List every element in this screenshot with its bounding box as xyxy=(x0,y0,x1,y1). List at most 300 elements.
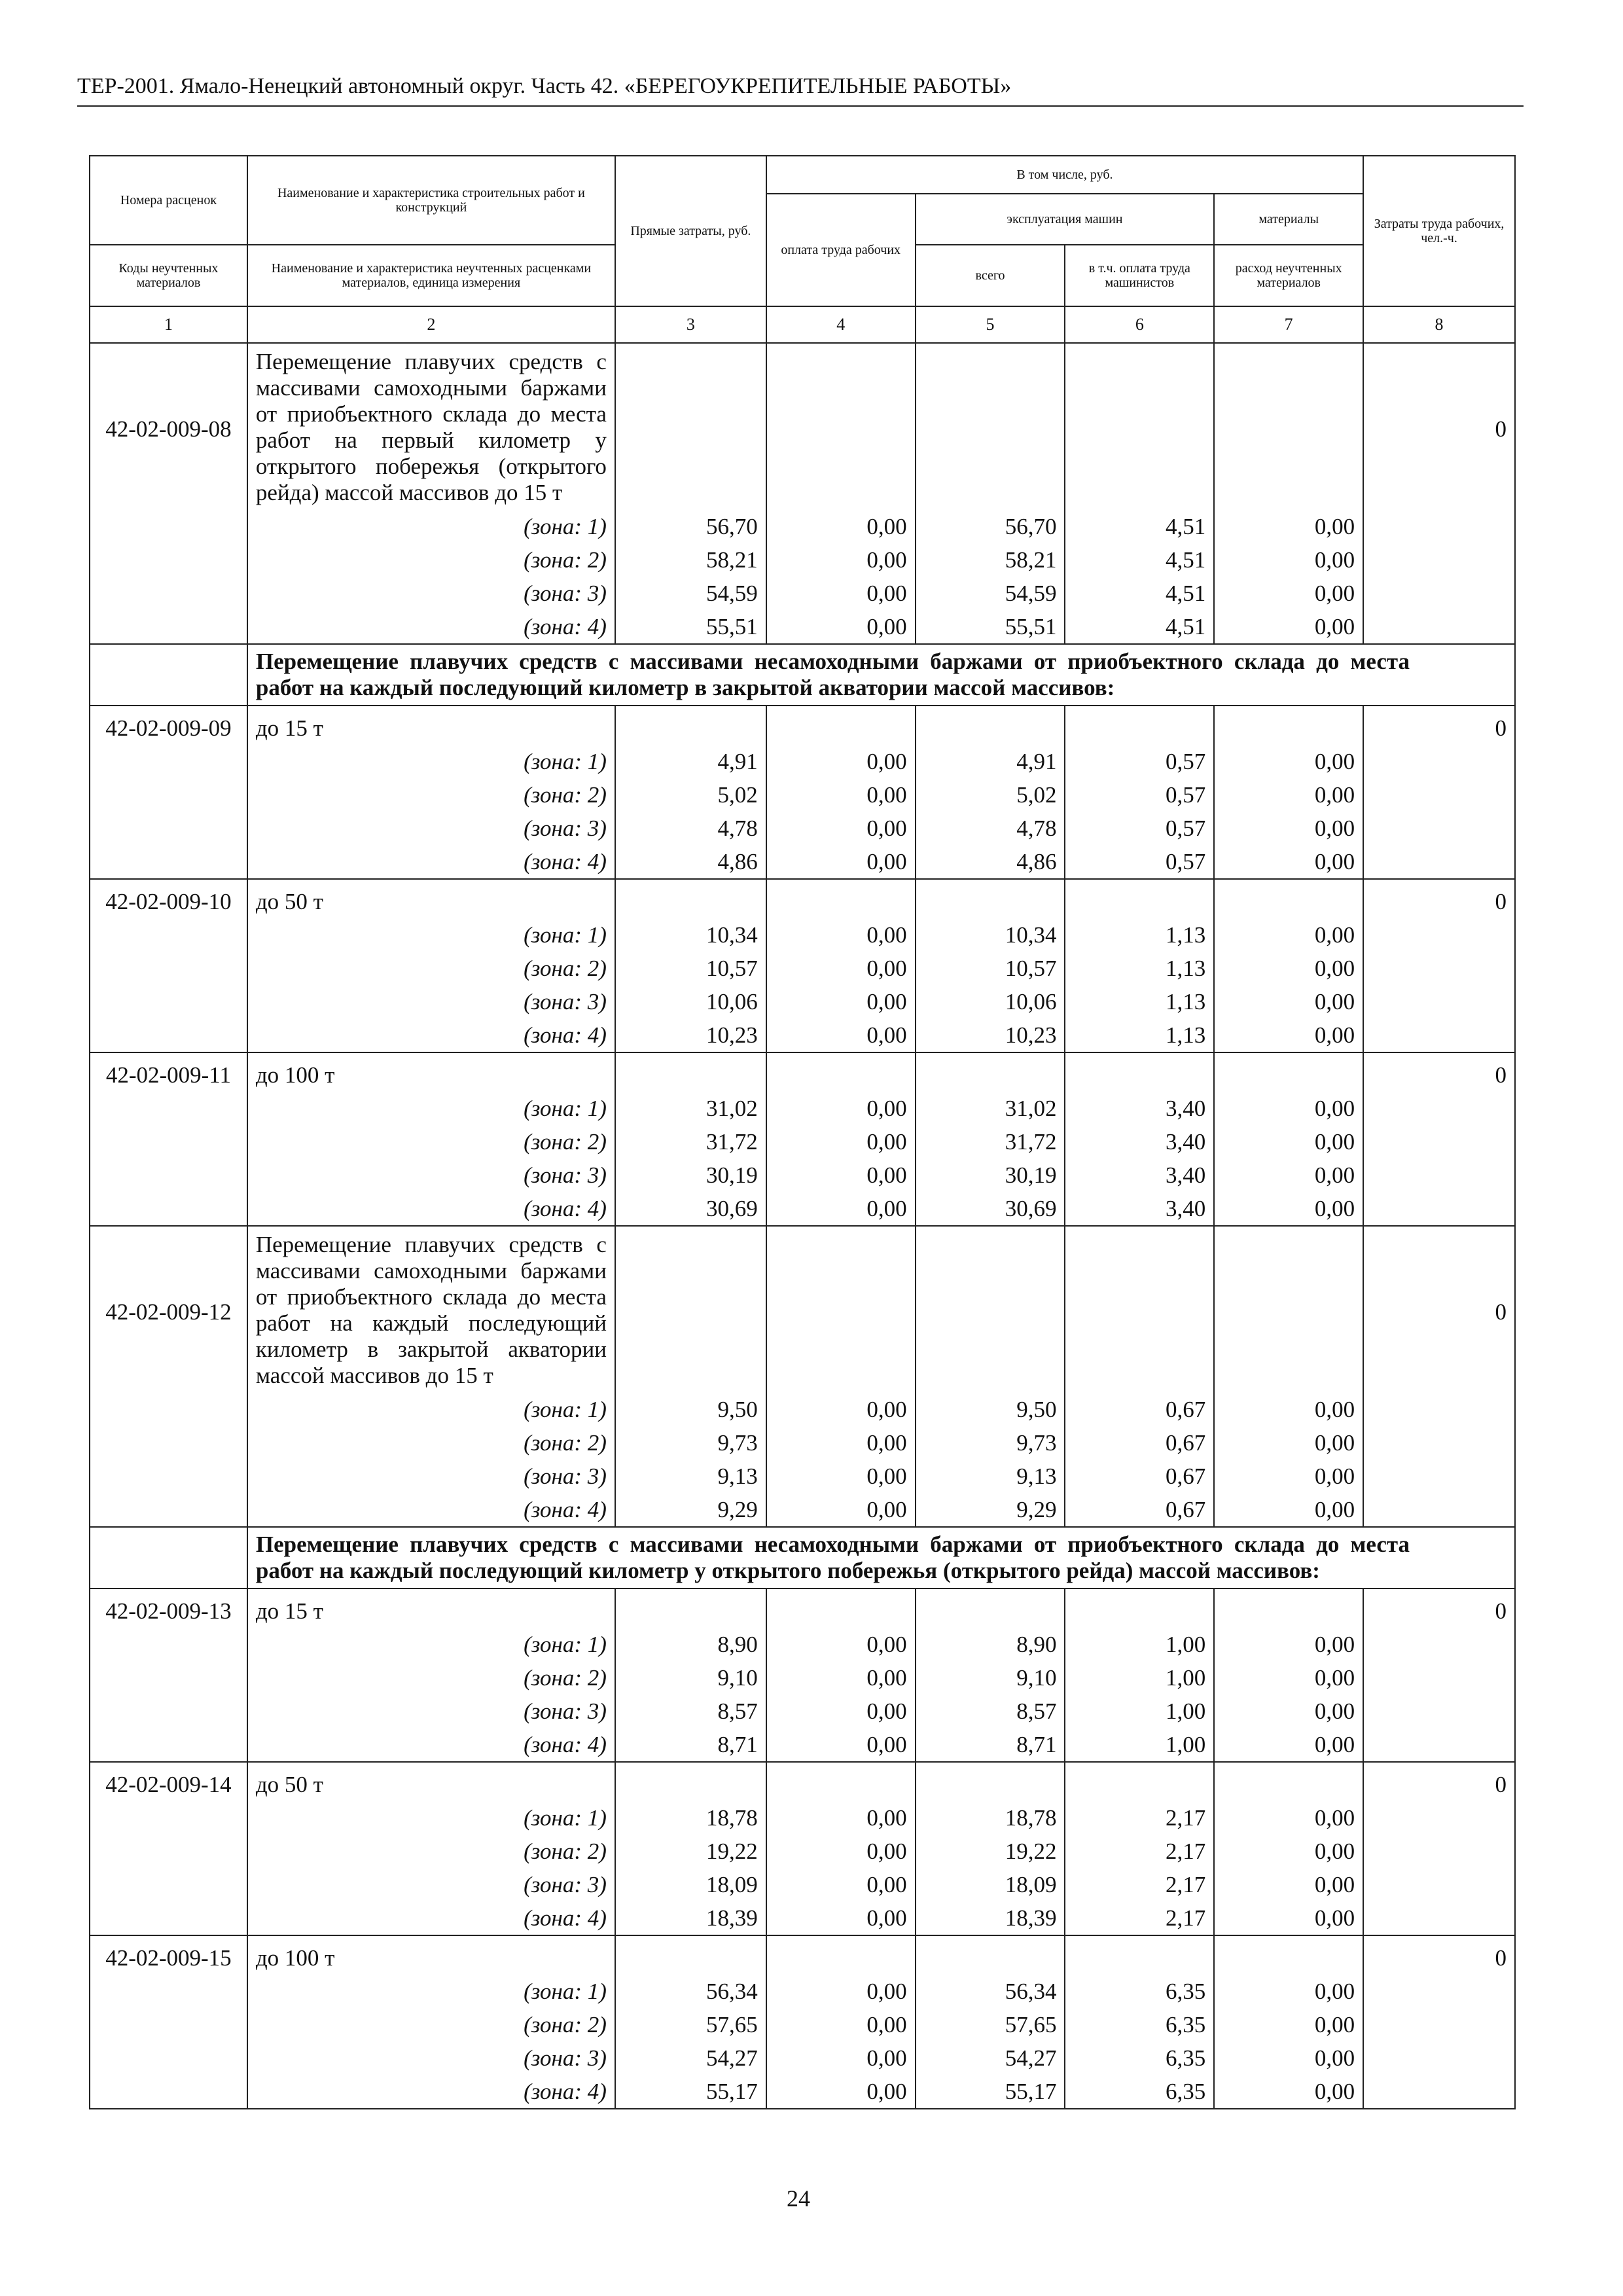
worker-pay-value: 0,00 xyxy=(766,1728,916,1762)
empty-cell xyxy=(766,1762,916,1801)
labor-cost: 0 xyxy=(1363,879,1515,918)
worker-pay-value: 0,00 xyxy=(766,1835,916,1868)
operator-pay-value: 2,17 xyxy=(1065,1901,1214,1935)
materials-value: 0,00 xyxy=(1214,1801,1363,1835)
zone-code-cell xyxy=(90,812,247,845)
zone-code-cell xyxy=(90,510,247,543)
zone-label: (зона: 2) xyxy=(247,1426,615,1460)
zone-label: (зона: 2) xyxy=(247,1661,615,1695)
operator-pay-value: 4,51 xyxy=(1065,577,1214,610)
materials-value: 0,00 xyxy=(1214,1695,1363,1728)
operator-pay-value: 0,67 xyxy=(1065,1426,1214,1460)
zone-label: (зона: 4) xyxy=(247,610,615,644)
rate-row xyxy=(90,706,1515,745)
empty-cell xyxy=(615,1935,766,1975)
worker-pay-value: 0,00 xyxy=(766,543,916,577)
labor-cell xyxy=(1363,952,1515,985)
worker-pay-value: 0,00 xyxy=(766,2075,916,2109)
zone-label: (зона: 1) xyxy=(247,1393,615,1426)
worker-pay-value: 0,00 xyxy=(766,577,916,610)
zone-code-cell xyxy=(90,2075,247,2109)
empty-cell xyxy=(1214,1588,1363,1628)
page-header-title: ТЕР-2001. Ямало-Ненецкий автономный округ. Часть 42. «БЕРЕГОУКРЕПИТЕЛЬНЫЕ РАБОТЫ» xyxy=(77,74,1012,98)
empty-cell xyxy=(916,1588,1065,1628)
machines-total-value: 58,21 xyxy=(916,543,1065,577)
machines-total-value: 19,22 xyxy=(916,1835,1065,1868)
labor-cost: 0 xyxy=(1363,1588,1515,1628)
worker-pay-value: 0,00 xyxy=(766,1695,916,1728)
zone-row xyxy=(90,952,1515,985)
machines-total-value: 10,57 xyxy=(916,952,1065,985)
machines-total-value: 9,13 xyxy=(916,1460,1065,1493)
direct-cost-value: 56,70 xyxy=(615,510,766,543)
direct-cost-value: 4,91 xyxy=(615,745,766,778)
labor-cell xyxy=(1363,1125,1515,1158)
empty-cell xyxy=(1214,1762,1363,1801)
machines-total-value: 30,69 xyxy=(916,1192,1065,1226)
direct-cost-value: 30,19 xyxy=(615,1158,766,1192)
operator-pay-value: 0,67 xyxy=(1065,1393,1214,1426)
worker-pay-value: 0,00 xyxy=(766,1192,916,1226)
zone-label: (зона: 2) xyxy=(247,2008,615,2041)
empty-cell xyxy=(1214,1052,1363,1092)
zone-row xyxy=(90,985,1515,1018)
machines-total-value: 57,65 xyxy=(916,2008,1065,2041)
materials-value: 0,00 xyxy=(1214,845,1363,879)
materials-value: 0,00 xyxy=(1214,1661,1363,1695)
zone-row xyxy=(90,1628,1515,1661)
empty-cell xyxy=(916,1935,1065,1975)
zone-code-cell xyxy=(90,952,247,985)
labor-cell xyxy=(1363,1018,1515,1052)
header-machine-operation: эксплуатация машин xyxy=(916,194,1215,245)
machines-total-value: 18,78 xyxy=(916,1801,1065,1835)
labor-cell xyxy=(1363,2041,1515,2075)
zone-code-cell xyxy=(90,1728,247,1762)
operator-pay-value: 6,35 xyxy=(1065,1975,1214,2008)
labor-cell xyxy=(1363,1426,1515,1460)
machines-total-value: 54,27 xyxy=(916,2041,1065,2075)
zone-row xyxy=(90,1158,1515,1192)
worker-pay-value: 0,00 xyxy=(766,2041,916,2075)
zone-label: (зона: 2) xyxy=(247,778,615,812)
direct-cost-value: 19,22 xyxy=(615,1835,766,1868)
zone-row xyxy=(90,2075,1515,2109)
direct-cost-value: 4,86 xyxy=(615,845,766,879)
zone-label: (зона: 2) xyxy=(247,1125,615,1158)
empty-cell xyxy=(1065,706,1214,745)
header-machines-total: всего xyxy=(916,245,1065,306)
group-code-cell xyxy=(90,1527,247,1588)
operator-pay-value: 1,13 xyxy=(1065,918,1214,952)
header-labor-costs: Затраты труда рабочих, чел.-ч. xyxy=(1363,156,1515,306)
zone-label: (зона: 2) xyxy=(247,952,615,985)
zone-label: (зона: 3) xyxy=(247,1158,615,1192)
direct-cost-value: 10,06 xyxy=(615,985,766,1018)
zone-label: (зона: 3) xyxy=(247,1695,615,1728)
column-number: 3 xyxy=(615,306,766,343)
direct-cost-value: 5,02 xyxy=(615,778,766,812)
header-rule xyxy=(77,105,1524,107)
operator-pay-value: 6,35 xyxy=(1065,2008,1214,2041)
zone-code-cell xyxy=(90,1426,247,1460)
labor-cell xyxy=(1363,1868,1515,1901)
operator-pay-value: 1,13 xyxy=(1065,952,1214,985)
empty-cell xyxy=(615,879,766,918)
rate-row xyxy=(90,879,1515,918)
direct-cost-value: 10,34 xyxy=(615,918,766,952)
zone-label: (зона: 3) xyxy=(247,812,615,845)
zone-code-cell xyxy=(90,1125,247,1158)
column-number: 7 xyxy=(1214,306,1363,343)
empty-cell xyxy=(1065,1588,1214,1628)
materials-value: 0,00 xyxy=(1214,1125,1363,1158)
rate-row xyxy=(90,1762,1515,1801)
machines-total-value: 9,50 xyxy=(916,1393,1065,1426)
worker-pay-value: 0,00 xyxy=(766,952,916,985)
direct-cost-value: 8,90 xyxy=(615,1628,766,1661)
machines-total-value: 55,51 xyxy=(916,610,1065,644)
operator-pay-value: 3,40 xyxy=(1065,1092,1214,1125)
zone-code-cell xyxy=(90,1901,247,1935)
zone-row xyxy=(90,1975,1515,2008)
zone-row xyxy=(90,1661,1515,1695)
header-rate-numbers: Номера расценок xyxy=(90,156,247,245)
zone-row xyxy=(90,1801,1515,1835)
materials-value: 0,00 xyxy=(1214,1493,1363,1527)
materials-value: 0,00 xyxy=(1214,812,1363,845)
zone-label: (зона: 4) xyxy=(247,1493,615,1527)
machines-total-value: 9,29 xyxy=(916,1493,1065,1527)
worker-pay-value: 0,00 xyxy=(766,1460,916,1493)
zone-code-cell xyxy=(90,1975,247,2008)
labor-cell xyxy=(1363,1192,1515,1226)
labor-cost: 0 xyxy=(1363,1935,1515,1975)
direct-cost-value: 58,21 xyxy=(615,543,766,577)
direct-cost-value: 57,65 xyxy=(615,2008,766,2041)
zone-row xyxy=(90,812,1515,845)
machines-total-value: 18,39 xyxy=(916,1901,1065,1935)
empty-cell xyxy=(615,1052,766,1092)
worker-pay-value: 0,00 xyxy=(766,778,916,812)
machines-total-value: 8,57 xyxy=(916,1695,1065,1728)
zone-row xyxy=(90,1393,1515,1426)
empty-cell xyxy=(1065,1052,1214,1092)
labor-cell xyxy=(1363,543,1515,577)
rate-code: 42-02-009-10 xyxy=(90,879,247,918)
direct-cost-value: 4,78 xyxy=(615,812,766,845)
direct-cost-value: 9,29 xyxy=(615,1493,766,1527)
materials-value: 0,00 xyxy=(1214,952,1363,985)
column-numbers-row xyxy=(90,306,1515,343)
zone-row xyxy=(90,745,1515,778)
materials-value: 0,00 xyxy=(1214,1393,1363,1426)
zone-code-cell xyxy=(90,1460,247,1493)
rate-description: до 100 т xyxy=(247,1052,615,1092)
zone-label: (зона: 4) xyxy=(247,845,615,879)
zone-code-cell xyxy=(90,1393,247,1426)
worker-pay-value: 0,00 xyxy=(766,1975,916,2008)
worker-pay-value: 0,00 xyxy=(766,918,916,952)
machines-total-value: 10,06 xyxy=(916,985,1065,1018)
materials-value: 0,00 xyxy=(1214,2075,1363,2109)
zone-code-cell xyxy=(90,1695,247,1728)
worker-pay-value: 0,00 xyxy=(766,1493,916,1527)
empty-cell xyxy=(615,1762,766,1801)
worker-pay-value: 0,00 xyxy=(766,1901,916,1935)
empty-cell xyxy=(1214,1935,1363,1975)
zone-row xyxy=(90,1018,1515,1052)
header-direct-costs: Прямые затраты, руб. xyxy=(615,156,766,306)
zone-code-cell xyxy=(90,1018,247,1052)
rate-row xyxy=(90,1052,1515,1092)
machines-total-value: 56,70 xyxy=(916,510,1065,543)
zone-label: (зона: 3) xyxy=(247,577,615,610)
machines-total-value: 8,71 xyxy=(916,1728,1065,1762)
materials-value: 0,00 xyxy=(1214,1426,1363,1460)
operator-pay-value: 0,57 xyxy=(1065,745,1214,778)
empty-cell xyxy=(1214,343,1363,510)
column-number: 4 xyxy=(766,306,916,343)
group-heading-row xyxy=(90,1527,1515,1588)
zone-row xyxy=(90,610,1515,644)
materials-value: 0,00 xyxy=(1214,1975,1363,2008)
materials-value: 0,00 xyxy=(1214,510,1363,543)
labor-cost: 0 xyxy=(1363,1226,1515,1393)
worker-pay-value: 0,00 xyxy=(766,845,916,879)
labor-cell xyxy=(1363,1158,1515,1192)
worker-pay-value: 0,00 xyxy=(766,1158,916,1192)
materials-value: 0,00 xyxy=(1214,1192,1363,1226)
materials-value: 0,00 xyxy=(1214,918,1363,952)
machines-total-value: 4,78 xyxy=(916,812,1065,845)
zone-code-cell xyxy=(90,1835,247,1868)
operator-pay-value: 1,00 xyxy=(1065,1661,1214,1695)
header-work-name: Наименование и характеристика строительных работ и конструкций xyxy=(247,156,615,245)
materials-value: 0,00 xyxy=(1214,985,1363,1018)
operator-pay-value: 0,57 xyxy=(1065,778,1214,812)
worker-pay-value: 0,00 xyxy=(766,2008,916,2041)
header-materials: материалы xyxy=(1214,194,1363,245)
materials-value: 0,00 xyxy=(1214,1901,1363,1935)
operator-pay-value: 3,40 xyxy=(1065,1125,1214,1158)
operator-pay-value: 1,13 xyxy=(1065,985,1214,1018)
zone-row xyxy=(90,1728,1515,1762)
zone-row xyxy=(90,1901,1515,1935)
machines-total-value: 9,10 xyxy=(916,1661,1065,1695)
direct-cost-value: 55,17 xyxy=(615,2075,766,2109)
zone-code-cell xyxy=(90,1092,247,1125)
empty-cell xyxy=(1065,1935,1214,1975)
direct-cost-value: 31,02 xyxy=(615,1092,766,1125)
labor-cell xyxy=(1363,845,1515,879)
labor-cost: 0 xyxy=(1363,1762,1515,1801)
rate-description: до 15 т xyxy=(247,1588,615,1628)
labor-cell xyxy=(1363,918,1515,952)
direct-cost-value: 18,09 xyxy=(615,1868,766,1901)
zone-code-cell xyxy=(90,1192,247,1226)
worker-pay-value: 0,00 xyxy=(766,610,916,644)
direct-cost-value: 18,39 xyxy=(615,1901,766,1935)
labor-cell xyxy=(1363,2075,1515,2109)
operator-pay-value: 2,17 xyxy=(1065,1835,1214,1868)
machines-total-value: 4,91 xyxy=(916,745,1065,778)
labor-cost: 0 xyxy=(1363,1052,1515,1092)
labor-cost: 0 xyxy=(1363,706,1515,745)
empty-cell xyxy=(1214,1226,1363,1393)
empty-cell xyxy=(1065,1226,1214,1393)
operator-pay-value: 4,51 xyxy=(1065,543,1214,577)
rate-row xyxy=(90,1226,1515,1393)
worker-pay-value: 0,00 xyxy=(766,1426,916,1460)
zone-row xyxy=(90,1192,1515,1226)
worker-pay-value: 0,00 xyxy=(766,510,916,543)
rate-row xyxy=(90,1935,1515,1975)
machines-total-value: 55,17 xyxy=(916,2075,1065,2109)
zone-row xyxy=(90,1092,1515,1125)
zone-label: (зона: 3) xyxy=(247,985,615,1018)
rates-table xyxy=(89,155,1516,2109)
direct-cost-value: 9,13 xyxy=(615,1460,766,1493)
labor-cell xyxy=(1363,1092,1515,1125)
materials-value: 0,00 xyxy=(1214,2041,1363,2075)
operator-pay-value: 2,17 xyxy=(1065,1801,1214,1835)
zone-code-cell xyxy=(90,1868,247,1901)
empty-cell xyxy=(766,1226,916,1393)
header-material-names: Наименование и характеристика неучтенных расценками материалов, единица измерения xyxy=(247,245,615,306)
empty-cell xyxy=(1214,706,1363,745)
zone-row xyxy=(90,1493,1515,1527)
header-operator-pay: в т.ч. оплата труда машинистов xyxy=(1065,245,1214,306)
operator-pay-value: 0,67 xyxy=(1065,1493,1214,1527)
operator-pay-value: 1,13 xyxy=(1065,1018,1214,1052)
materials-value: 0,00 xyxy=(1214,745,1363,778)
materials-value: 0,00 xyxy=(1214,778,1363,812)
zone-row xyxy=(90,543,1515,577)
operator-pay-value: 1,00 xyxy=(1065,1695,1214,1728)
direct-cost-value: 54,27 xyxy=(615,2041,766,2075)
empty-cell xyxy=(916,1052,1065,1092)
direct-cost-value: 9,50 xyxy=(615,1393,766,1426)
page-number: 24 xyxy=(787,2185,810,2212)
empty-cell xyxy=(766,1935,916,1975)
machines-total-value: 10,34 xyxy=(916,918,1065,952)
column-number: 5 xyxy=(916,306,1065,343)
zone-label: (зона: 1) xyxy=(247,1092,615,1125)
zone-label: (зона: 3) xyxy=(247,1460,615,1493)
zone-label: (зона: 4) xyxy=(247,1901,615,1935)
zone-label: (зона: 4) xyxy=(247,2075,615,2109)
header-worker-pay: оплата труда рабочих xyxy=(766,194,916,306)
zone-code-cell xyxy=(90,985,247,1018)
machines-total-value: 18,09 xyxy=(916,1868,1065,1901)
rate-code: 42-02-009-14 xyxy=(90,1762,247,1801)
labor-cost: 0 xyxy=(1363,343,1515,510)
empty-cell xyxy=(766,1588,916,1628)
labor-cell xyxy=(1363,577,1515,610)
rate-code: 42-02-009-11 xyxy=(90,1052,247,1092)
rate-description: до 50 т xyxy=(247,1762,615,1801)
machines-total-value: 54,59 xyxy=(916,577,1065,610)
empty-cell xyxy=(615,343,766,510)
operator-pay-value: 0,67 xyxy=(1065,1460,1214,1493)
rate-description: до 100 т xyxy=(247,1935,615,1975)
labor-cell xyxy=(1363,1728,1515,1762)
zone-row xyxy=(90,918,1515,952)
zone-code-cell xyxy=(90,778,247,812)
zone-label: (зона: 4) xyxy=(247,1728,615,1762)
empty-cell xyxy=(916,879,1065,918)
machines-total-value: 8,90 xyxy=(916,1628,1065,1661)
zone-row xyxy=(90,1125,1515,1158)
labor-cell xyxy=(1363,1493,1515,1527)
group-heading: Перемещение плавучих средств с массивами несамоходными баржами от приобъектного склада до места работ на каждый последующий километр в закрытой акватории массой массивов: xyxy=(247,644,1515,706)
direct-cost-value: 55,51 xyxy=(615,610,766,644)
direct-cost-value: 10,57 xyxy=(615,952,766,985)
zone-code-cell xyxy=(90,745,247,778)
header-including: В том числе, руб. xyxy=(766,156,1363,194)
zone-row xyxy=(90,1695,1515,1728)
labor-cell xyxy=(1363,1975,1515,2008)
operator-pay-value: 0,57 xyxy=(1065,812,1214,845)
rate-code: 42-02-009-13 xyxy=(90,1588,247,1628)
operator-pay-value: 6,35 xyxy=(1065,2041,1214,2075)
empty-cell xyxy=(1214,879,1363,918)
machines-total-value: 5,02 xyxy=(916,778,1065,812)
zone-row xyxy=(90,778,1515,812)
empty-cell xyxy=(766,1052,916,1092)
machines-total-value: 31,72 xyxy=(916,1125,1065,1158)
zone-label: (зона: 2) xyxy=(247,543,615,577)
rate-row xyxy=(90,1588,1515,1628)
materials-value: 0,00 xyxy=(1214,1460,1363,1493)
materials-value: 0,00 xyxy=(1214,543,1363,577)
rate-description: до 15 т xyxy=(247,706,615,745)
header-material-consumption: расход неучтенных материалов xyxy=(1214,245,1363,306)
materials-value: 0,00 xyxy=(1214,1018,1363,1052)
machines-total-value: 4,86 xyxy=(916,845,1065,879)
column-number: 1 xyxy=(90,306,247,343)
operator-pay-value: 4,51 xyxy=(1065,610,1214,644)
column-number: 2 xyxy=(247,306,615,343)
rate-code: 42-02-009-12 xyxy=(90,1226,247,1393)
zone-label: (зона: 4) xyxy=(247,1192,615,1226)
materials-value: 0,00 xyxy=(1214,2008,1363,2041)
direct-cost-value: 9,10 xyxy=(615,1661,766,1695)
rate-description: Перемещение плавучих средств с массивами самоходными баржами от приобъектного склада до места работ на первый километр у открытого побережья (открытого рейда) массой массивов до 15 т xyxy=(247,343,615,510)
zone-row xyxy=(90,1426,1515,1460)
worker-pay-value: 0,00 xyxy=(766,1092,916,1125)
zone-label: (зона: 1) xyxy=(247,1975,615,2008)
zone-row xyxy=(90,2008,1515,2041)
empty-cell xyxy=(615,1226,766,1393)
operator-pay-value: 1,00 xyxy=(1065,1728,1214,1762)
machines-total-value: 30,19 xyxy=(916,1158,1065,1192)
rate-code: 42-02-009-09 xyxy=(90,706,247,745)
group-heading: Перемещение плавучих средств с массивами несамоходными баржами от приобъектного склада до места работ на каждый последующий километр у открытого побережья (открытого рейда) массой массивов: xyxy=(247,1527,1515,1588)
labor-cell xyxy=(1363,1393,1515,1426)
labor-cell xyxy=(1363,1801,1515,1835)
worker-pay-value: 0,00 xyxy=(766,985,916,1018)
materials-value: 0,00 xyxy=(1214,610,1363,644)
zone-row xyxy=(90,2041,1515,2075)
labor-cell xyxy=(1363,510,1515,543)
empty-cell xyxy=(1065,879,1214,918)
worker-pay-value: 0,00 xyxy=(766,1801,916,1835)
labor-cell xyxy=(1363,778,1515,812)
direct-cost-value: 8,71 xyxy=(615,1728,766,1762)
labor-cell xyxy=(1363,745,1515,778)
